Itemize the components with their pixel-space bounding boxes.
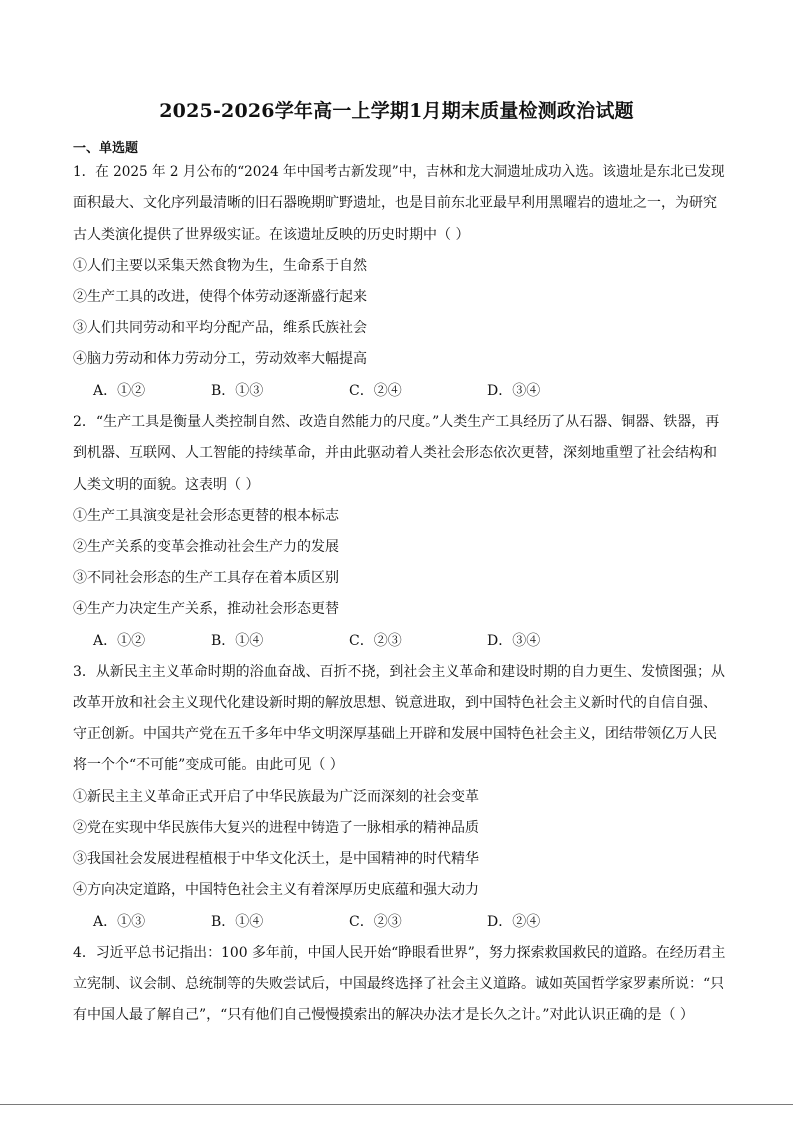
question-1-statement: ③人们共同劳动和平均分配产品，维系氏族社会 [73,320,367,336]
option-a[interactable]: A．①② [93,633,146,649]
question-2-stem-line: 到机器、互联网、人工智能的持续革命，并由此驱动着人类社会形态依次更替，深刻地重塑了社会结构和 [73,445,717,461]
option-d[interactable]: D．③④ [487,633,541,649]
question-4-stem-line: 有中国人最了解自己”，“只有他们自己慢慢摸索出的解决办法才是长久之计。”对此认识正确的是（ ） [73,1007,694,1023]
option-a[interactable]: A．①② [93,383,146,399]
question-2-statement: ④生产力决定生产关系，推动社会形态更替 [73,601,339,617]
option-b[interactable]: B．①③ [211,383,264,399]
option-d[interactable]: D．②④ [487,914,541,930]
question-4-stem-line: 4．习近平总书记指出：100 多年前，中国人民开始“睁眼看世界”，努力探索救国救民的道路。在经历君主 [73,945,726,961]
question-3-statement: ①新民主主义革命正式开启了中华民族最为广泛而深刻的社会变革 [73,789,479,805]
option-c[interactable]: C．②③ [349,914,402,930]
question-1-statement: ②生产工具的改进，使得个体劳动逐渐盛行起来 [73,289,367,305]
question-1-statement: ④脑力劳动和体力劳动分工，劳动效率大幅提高 [73,351,367,367]
option-b[interactable]: B．①④ [211,914,264,930]
question-3-statement: ③我国社会发展进程植根于中华文化沃土，是中国精神的时代精华 [73,851,479,867]
question-2-statement: ③不同社会形态的生产工具存在着本质区别 [73,570,339,586]
question-3-stem-line: 守正创新。中国共产党在五千多年中华文明深厚基础上开辟和发展中国特色社会主义，团结带领亿万人民 [73,726,717,742]
option-b[interactable]: B．①④ [211,633,264,649]
question-3-statement: ②党在实现中华民族伟大复兴的进程中铸造了一脉相承的精神品质 [73,820,479,836]
question-3-stem-line: 改革开放和社会主义现代化建设新时期的解放思想、锐意进取，到中国特色社会主义新时代的自信自强、 [73,695,717,711]
question-2-statement: ②生产关系的变革会推动社会生产力的发展 [73,539,339,555]
question-2-stem-line: 2．“生产工具是衡量人类控制自然、改造自然能力的尺度。”人类生产工具经历了从石器、铜器、铁器，再 [73,414,720,430]
option-d[interactable]: D．③④ [487,383,541,399]
question-3-statement: ④方向决定道路，中国特色社会主义有着深厚历史底蕴和强大动力 [73,882,479,898]
option-a[interactable]: A．①③ [93,914,146,930]
option-c[interactable]: C．②③ [349,633,402,649]
question-3-stem-line: 3．从新民主主义革命时期的浴血奋战、百折不挠，到社会主义革命和建设时期的自力更生、发愤图强；从 [73,664,725,680]
page-bottom-rule [0,1104,793,1105]
question-2-statement: ①生产工具演变是社会形态更替的根本标志 [73,508,339,524]
question-4-stem-line: 立宪制、议会制、总统制等的失败尝试后，中国最终选择了社会主义道路。诚如英国哲学家罗素所说：“只 [73,976,725,992]
option-c[interactable]: C．②④ [349,383,402,399]
question-3-stem-line: 将一个个“不可能”变成可能。由此可见（ ） [73,757,344,773]
section-heading: 一、单选题 [73,141,139,156]
question-2-stem-line: 人类文明的面貌。这表明（ ） [73,477,260,493]
question-1-stem-line: 面积最大、文化序列最清晰的旧石器晚期旷野遗址，也是目前东北亚最早利用黑曜岩的遗址之一，为研究 [73,195,717,211]
question-1-stem-line: 1．在 2025 年 2 月公布的“2024 年中国考古新发现”中，吉林和龙大洞遗址成功入选。该遗址是东北已发现 [73,164,725,180]
question-1-stem-line: 古人类演化提供了世界级实证。在该遗址反映的历史时期中（ ） [73,227,470,243]
page-title: 2025-2026学年高一上学期1月期末质量检测政治试题 [159,100,634,122]
question-1-statement: ①人们主要以采集天然食物为生，生命系于自然 [73,258,367,274]
